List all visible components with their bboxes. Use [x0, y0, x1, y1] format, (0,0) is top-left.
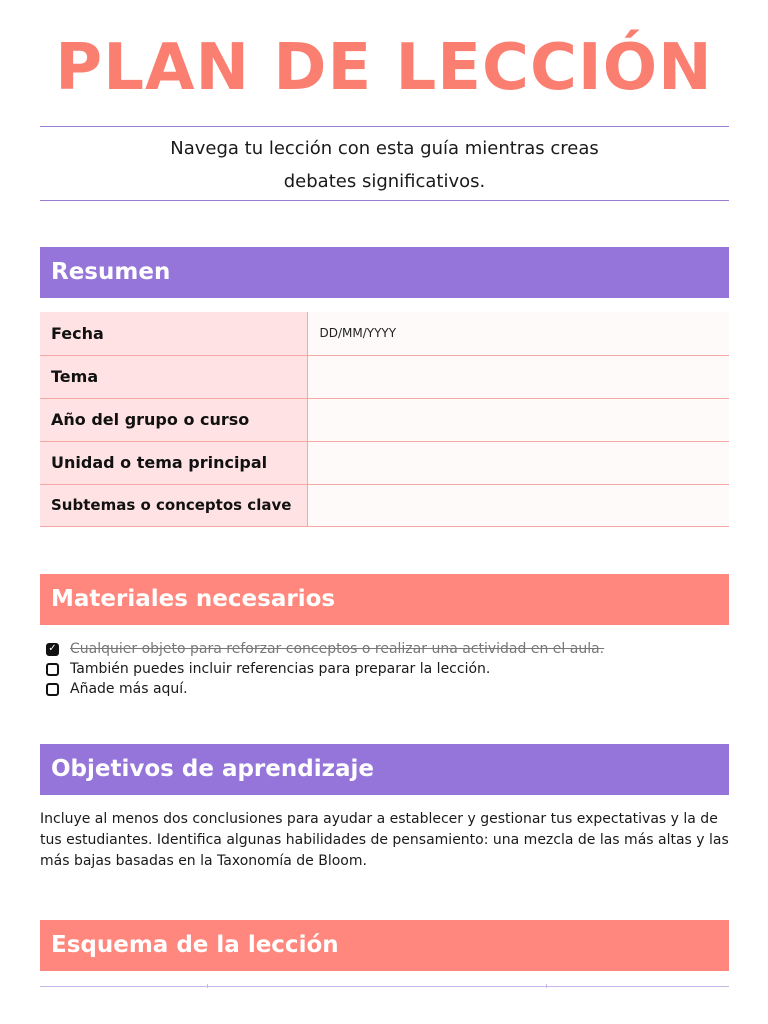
intro-line-2: debates significativos. — [283, 171, 486, 192]
table-row — [40, 312, 729, 355]
row-label-date: Fecha — [40, 312, 307, 355]
summary-heading: Resumen — [40, 247, 729, 298]
checkbox-icon[interactable] — [46, 663, 59, 676]
divider-top — [40, 126, 729, 127]
intro-line-1: Navega tu lección con esta guía mientras creas — [170, 138, 599, 159]
objectives-body: Incluye al menos dos conclusiones para ayudar a establecer y gestionar tus expectativas y la de tus estudiantes. Identifica algunas habilidades de pensamiento: una mezcla de las más altas y las más bajas basadas en la Taxonomía de Bloom. — [40, 811, 729, 869]
table-row — [40, 355, 729, 398]
table-row — [40, 484, 729, 526]
row-label-subtopics: Subtemas o conceptos clave — [40, 484, 307, 526]
intro-text — [40, 132, 729, 198]
list-item — [46, 639, 736, 659]
row-label-unit: Unidad o tema principal — [40, 441, 307, 484]
unit-field[interactable] — [307, 441, 729, 484]
outline-heading: Esquema de la lección — [40, 920, 729, 971]
objectives-heading: Objetivos de aprendizaje — [40, 744, 729, 795]
row-label-grade: Año del grupo o curso — [40, 398, 307, 441]
list-item-text: Añade más aquí. — [70, 681, 188, 697]
date-field[interactable]: DD/MM/YYYY — [307, 312, 729, 355]
materials-checklist — [46, 639, 736, 699]
topic-field[interactable] — [307, 355, 729, 398]
outline-column-divider — [207, 984, 208, 988]
page-title: PLAN DE LECCIÓN — [55, 31, 713, 105]
materials-heading: Materiales necesarios — [40, 574, 729, 625]
checkbox-checked-icon[interactable]: ✓ — [46, 643, 59, 656]
summary-table — [40, 312, 729, 527]
table-row — [40, 441, 729, 484]
subtopics-field[interactable] — [307, 484, 729, 526]
list-item — [46, 679, 736, 699]
list-item — [46, 659, 736, 679]
table-row — [40, 398, 729, 441]
outline-table-border — [40, 986, 729, 987]
checkbox-icon[interactable] — [46, 683, 59, 696]
grade-field[interactable] — [307, 398, 729, 441]
list-item-text: También puedes incluir referencias para preparar la lección. — [70, 661, 491, 677]
outline-column-divider — [546, 984, 547, 988]
list-item-text: Cualquier objeto para reforzar conceptos o realizar una actividad en el aula. — [70, 641, 605, 657]
row-label-topic: Tema — [40, 355, 307, 398]
divider-bottom — [40, 200, 729, 201]
